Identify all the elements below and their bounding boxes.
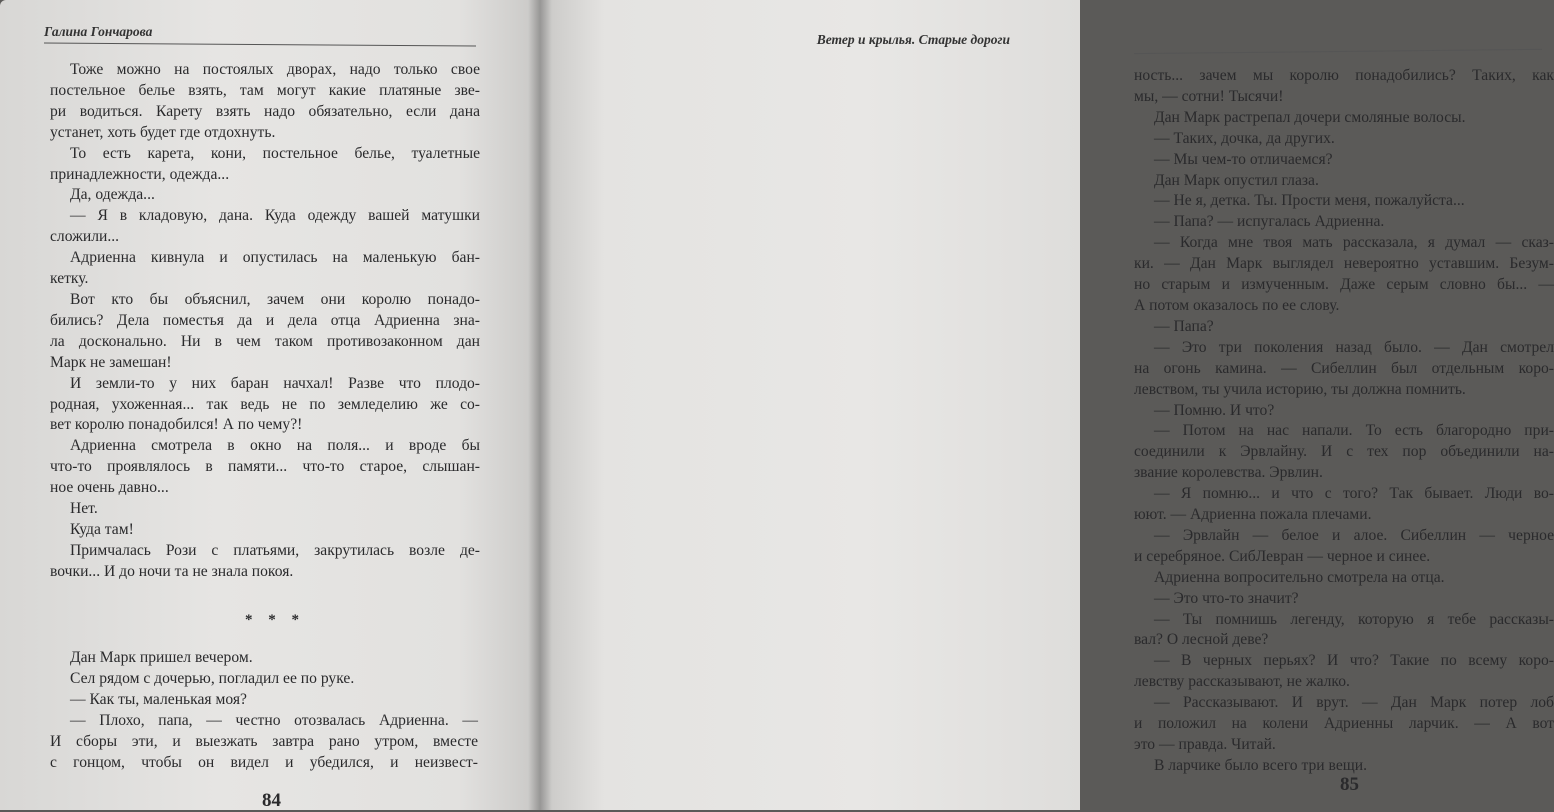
text-line: соединили к Эрвлайну. И с тех пор объединили на- bbox=[1134, 443, 1554, 461]
text-line: это — правда. Читай. bbox=[1134, 736, 1276, 753]
text-line: с гонцом, чтобы он видел и убедился, и неизвест- bbox=[50, 753, 478, 771]
text-line: ное очень давно... bbox=[50, 479, 169, 497]
text-line: вочки... И до ночи та не знала покоя. bbox=[50, 562, 294, 580]
text-line: ность... зачем мы королю понадобились? Таких, как bbox=[1134, 67, 1554, 84]
text-line: Дан Марк пришел вечером. bbox=[70, 649, 253, 666]
text-line: звание королевства. Эрвлин. bbox=[1134, 464, 1323, 482]
running-head-author: Галина Гончарова bbox=[44, 24, 153, 39]
text-line: что-то проявлялось в памяти... что-то старое, слышан- bbox=[50, 458, 480, 476]
section-separator: * * * bbox=[245, 612, 305, 628]
page-number-left: 84 bbox=[262, 790, 281, 811]
text-line: — В черных перьях? И что? Такие по всему коро- bbox=[1154, 652, 1554, 670]
text-line: ки. — Дан Марк выглядел невероятно уставшим. Безум- bbox=[1134, 255, 1554, 273]
text-line: — Ты помнишь легенду, которую я тебе рассказы- bbox=[1154, 610, 1554, 628]
text-line: И сборы эти, и выезжать завтра рано утром, вместе bbox=[50, 732, 478, 750]
text-line: Куда там! bbox=[70, 520, 134, 538]
text-line: — Потом на нас напали. То есть благородно при- bbox=[1154, 422, 1554, 440]
text-line: родная, ухоженная... так ведь не по земледелию же со- bbox=[50, 395, 480, 413]
text-line: Да, одежда... bbox=[70, 186, 155, 204]
text-line: Адриенна кивнула и опустилась на маленькую бан- bbox=[70, 249, 480, 267]
text-line: Дан Марк растрепал дочери смоляные волосы. bbox=[1154, 108, 1466, 126]
text-line: — Когда мне твоя мать рассказала, я думал — сказ- bbox=[1154, 234, 1554, 252]
text-line: мы, — сотни! Тысячи! bbox=[1134, 87, 1284, 105]
text-line: — Не я, детка. Ты. Прости меня, пожалуйста... bbox=[1154, 192, 1465, 210]
text-line: Адриенна вопросительно смотрела на отца. bbox=[1154, 568, 1445, 586]
text-line: — Как ты, маленькая моя? bbox=[70, 690, 247, 708]
page-number-right: 85 bbox=[1340, 774, 1359, 795]
text-line: Адриенна смотрела в окно на поля... и вроде бы bbox=[70, 437, 480, 455]
text-line: принадлежности, одежда... bbox=[50, 165, 230, 183]
text-line: Вот кто бы объяснил, зачем они королю понадо- bbox=[70, 290, 480, 308]
running-head-title: Ветер и крылья. Старые дороги bbox=[816, 32, 1010, 47]
text-line: сложили... bbox=[50, 228, 120, 246]
text-line: Сел рядом с дочерью, погладил ее по руке. bbox=[70, 669, 355, 687]
text-line: постельное белье взять, там могут какие платяные зве- bbox=[50, 81, 480, 99]
text-line: — Я помню... и что с того? Так бывает. Люди во- bbox=[1154, 485, 1554, 503]
text-line: и положил на колени Адриенны ларчик. — А вот bbox=[1134, 715, 1554, 733]
right-page-text bbox=[1134, 66, 1554, 777]
text-line: — Мы чем-то отличаемся? bbox=[1154, 150, 1333, 168]
text-line: То есть карета, кони, постельное белье, туалетные bbox=[70, 144, 480, 162]
right-page bbox=[540, 0, 1554, 810]
text-line: — Я в кладовую, дана. Куда одежду вашей матушки bbox=[70, 207, 480, 225]
text-line: — Папа? — испугалась Адриенна. bbox=[1154, 213, 1385, 231]
text-line: но старым и измученным. Даже серым словно бы... — bbox=[1134, 276, 1554, 294]
text-line: Примчалась Рози с платьями, закрутилась возле де- bbox=[70, 541, 480, 559]
left-page bbox=[0, 0, 540, 810]
text-line: Нет. bbox=[70, 500, 98, 518]
text-line: — Рассказывают. И врут. — Дан Марк потер лоб bbox=[1154, 694, 1554, 712]
text-line: — Эрвлайн — белое и алое. Сибеллин — черное bbox=[1154, 526, 1554, 544]
left-page-text bbox=[50, 60, 480, 583]
text-line: на огонь камина. — Сибеллин был отдельным коро- bbox=[1134, 359, 1554, 377]
text-line: — Папа? bbox=[1154, 317, 1214, 335]
text-line: — Помню. И что? bbox=[1154, 401, 1275, 419]
text-line: — Плохо, папа, — честно отозвалась Адриенна. — bbox=[70, 711, 478, 729]
text-line: ла досконально. Ни в чем таком противозаконном дан bbox=[50, 332, 480, 350]
text-line: вал? О лесной деве? bbox=[1134, 631, 1269, 649]
text-line: кетку. bbox=[50, 270, 89, 288]
text-line: левством, ты учила историю, ты должна помнить. bbox=[1134, 380, 1466, 398]
text-line: В ларчике было всего три вещи. bbox=[1154, 756, 1367, 774]
text-line: юют. — Адриенна пожала плечами. bbox=[1134, 506, 1372, 524]
text-line: И земли-то у них баран начхал! Разве что плодо- bbox=[70, 374, 480, 392]
text-line: вет королю понадобился! А по чему?! bbox=[50, 416, 303, 434]
text-line: Дан Марк опустил глаза. bbox=[1154, 171, 1319, 189]
text-line: Марк не замешан! bbox=[50, 353, 172, 371]
left-page-text-after-separator bbox=[50, 648, 478, 773]
header-rule bbox=[44, 42, 476, 46]
text-line: Тоже можно на постоялых дворах, надо только свое bbox=[70, 61, 480, 78]
text-line: — Таких, дочка, да других. bbox=[1154, 129, 1335, 147]
text-line: А потом оказалось по ее слову. bbox=[1134, 296, 1340, 314]
header-rule bbox=[1134, 49, 1542, 54]
text-line: — Это три поколения назад было. — Дан смотрел bbox=[1154, 338, 1554, 356]
text-line: устанет, хоть будет где отдохнуть. bbox=[50, 123, 276, 141]
text-line: — Это что-то значит? bbox=[1154, 589, 1299, 607]
text-line: бились? Дела поместья да и дела отца Адриенна зна- bbox=[50, 311, 480, 329]
text-line: ри водиться. Карету взять надо обязательно, если дана bbox=[50, 102, 480, 120]
text-line: и серебряное. СибЛевран — черное и синее. bbox=[1134, 547, 1431, 565]
text-line: левству рассказывают, не жалко. bbox=[1134, 673, 1350, 691]
